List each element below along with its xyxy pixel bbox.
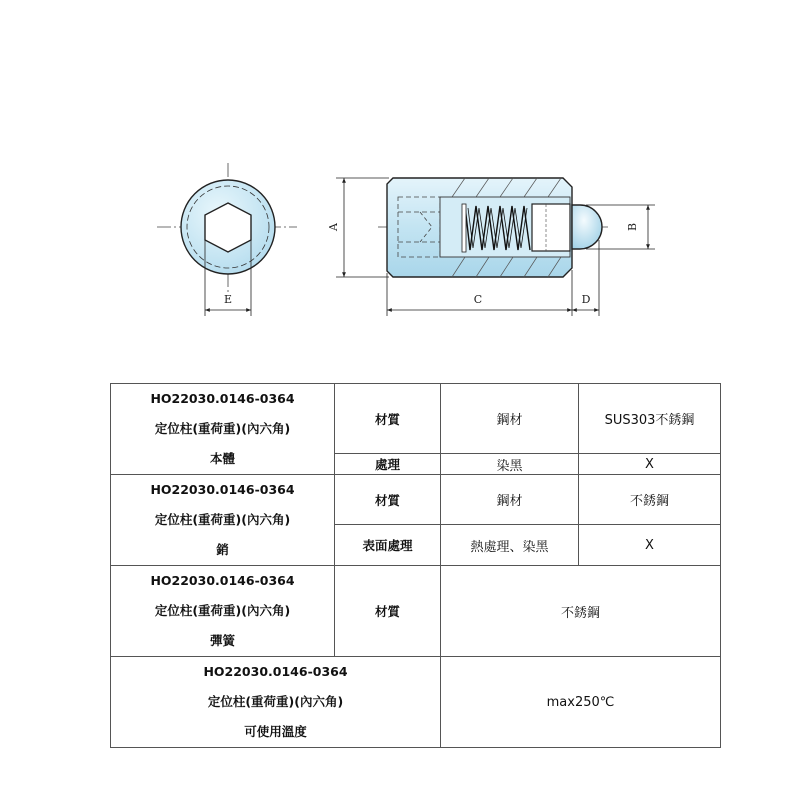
part-number: HO22030.0146-0364 bbox=[150, 482, 295, 497]
dim-label-a: A bbox=[327, 223, 340, 231]
attr-label: 表面處理 bbox=[335, 525, 441, 566]
table-row bbox=[111, 657, 721, 748]
value-cell: 鋼材 bbox=[441, 384, 579, 454]
product-name: 定位柱(重荷重)(內六角) bbox=[154, 603, 291, 618]
value-cell: X bbox=[579, 454, 721, 475]
attr-label: 材質 bbox=[335, 475, 441, 525]
section-title-spring bbox=[111, 566, 335, 657]
attr-label: 處理 bbox=[335, 454, 441, 475]
value-cell: 熱處理、染黑 bbox=[441, 525, 579, 566]
component-name: 本體 bbox=[209, 451, 235, 466]
component-name: 彈簧 bbox=[209, 633, 235, 648]
value-cell: 染黑 bbox=[441, 454, 579, 475]
component-name: 銷 bbox=[216, 542, 229, 557]
side-view bbox=[327, 178, 655, 316]
product-name: 定位柱(重荷重)(內六角) bbox=[154, 421, 291, 436]
value-cell: max250℃ bbox=[441, 657, 721, 748]
value-cell: 鋼材 bbox=[441, 475, 579, 525]
dim-label-b: B bbox=[626, 222, 639, 232]
dim-label-e: E bbox=[223, 293, 233, 306]
value-cell: SUS303不銹鋼 bbox=[579, 384, 721, 454]
dim-label-c: C bbox=[473, 293, 483, 306]
table-row bbox=[111, 566, 721, 657]
section-title-body bbox=[111, 384, 335, 475]
value-cell: 不銹鋼 bbox=[579, 475, 721, 525]
section-title-temperature bbox=[111, 657, 441, 748]
part-number: HO22030.0146-0364 bbox=[150, 391, 295, 406]
product-name: 定位柱(重荷重)(內六角) bbox=[207, 694, 344, 709]
component-name: 可使用溫度 bbox=[244, 724, 307, 739]
spec-table bbox=[110, 383, 721, 748]
dim-label-d: D bbox=[581, 293, 591, 306]
part-number: HO22030.0146-0364 bbox=[150, 573, 295, 588]
part-number: HO22030.0146-0364 bbox=[203, 664, 348, 679]
product-name: 定位柱(重荷重)(內六角) bbox=[154, 512, 291, 527]
table-row bbox=[111, 384, 721, 454]
technical-drawing bbox=[0, 0, 800, 360]
end-view bbox=[157, 163, 297, 316]
attr-label: 材質 bbox=[335, 384, 441, 454]
section-title-pin bbox=[111, 475, 335, 566]
table-row bbox=[111, 475, 721, 525]
value-cell: 不銹鋼 bbox=[441, 566, 721, 657]
attr-label: 材質 bbox=[335, 566, 441, 657]
value-cell: X bbox=[579, 525, 721, 566]
